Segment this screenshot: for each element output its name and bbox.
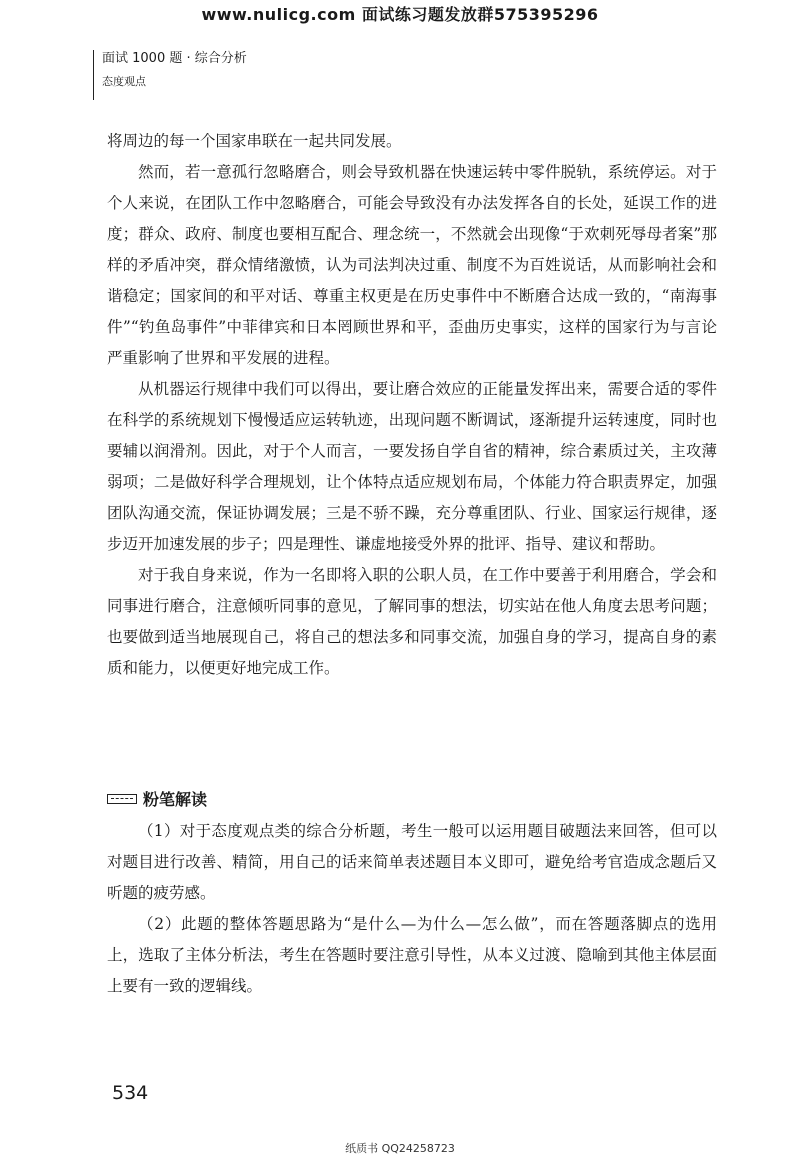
- section-tag: 态度观点: [102, 75, 146, 88]
- paragraph: 对于我自身来说，作为一名即将入职的公职人员，在工作中要善于利用磨合，学会和同事进行磨合，注意倾听同事的意见，了解同事的想法，切实站在他人角度去思考问题；也要做到适当地展现自己，将自己的想法多和同事交流，加强自身的学习，提高自身的素质和能力，以便更好地完成工作。: [107, 566, 717, 677]
- paragraph: 将周边的每一个国家串联在一起共同发展。: [107, 132, 402, 150]
- analysis-title: 粉笔解读: [143, 790, 208, 809]
- analysis-body: [107, 816, 717, 1002]
- analysis-item: （2）此题的整体答题思路为“是什么—为什么—怎么做”，而在答题落脚点的选用上，选取了主体分析法，考生在答题时要注意引导性，从本义过渡、隐喻到其他主体层面上要有一致的逻辑线。: [107, 915, 717, 995]
- book-title: 面试 1000 题 · 综合分析: [102, 51, 247, 66]
- top-banner: www.nulicg.com 面试练习题发放群575395296: [201, 5, 599, 24]
- paragraph: 然而，若一意孤行忽略磨合，则会导致机器在快速运转中零件脱轨，系统停运。对于个人来说，在团队工作中忽略磨合，可能会导致没有办法发挥各自的长处，延误工作的进度；群众、政府、制度也要相互配合、理念统一，不然就会出现像“于欢刺死辱母者案”那样的矛盾冲突，群众情绪激愤，认为司法判决过重、制度不为百姓说话，从而影响社会和谐稳定；国家间的和平对话、尊重主权更是在历史事件中不断磨合达成一致的，“南海事件”“钓鱼岛事件”中菲律宾和日本罔顾世界和平，歪曲历史事实，这样的国家行为与言论严重影响了世界和平发展的进程。: [107, 163, 717, 367]
- body-text: [107, 126, 717, 684]
- section-marker-icon: [107, 794, 137, 804]
- page-number: 534: [112, 1082, 149, 1104]
- running-header: [93, 50, 247, 100]
- analysis-heading: [107, 787, 207, 810]
- analysis-item: （1）对于态度观点类的综合分析题，考生一般可以运用题目破题法来回答，但可以对题目进行改善、精简，用自己的话来简单表述题目本义即可，避免给考官造成念题后又听题的疲劳感。: [107, 822, 717, 902]
- paragraph: 从机器运行规律中我们可以得出，要让磨合效应的正能量发挥出来，需要合适的零件在科学的系统规划下慢慢适应运转轨迹，出现问题不断调试，逐渐提升运转速度，同时也要辅以润滑剂。因此，对于个人而言，一要发扬自学自省的精神，综合素质过关，主攻薄弱项；二是做好科学合理规划，让个体特点适应规划布局，个体能力符合职责界定，加强团队沟通交流，保证协调发展；三是不骄不躁，充分尊重团队、行业、国家运行规律，逐步迈开加速发展的步子；四是理性、谦虚地接受外界的批评、指导、建议和帮助。: [107, 380, 717, 553]
- footer-mark: 纸质书 QQ24258723: [345, 1142, 455, 1155]
